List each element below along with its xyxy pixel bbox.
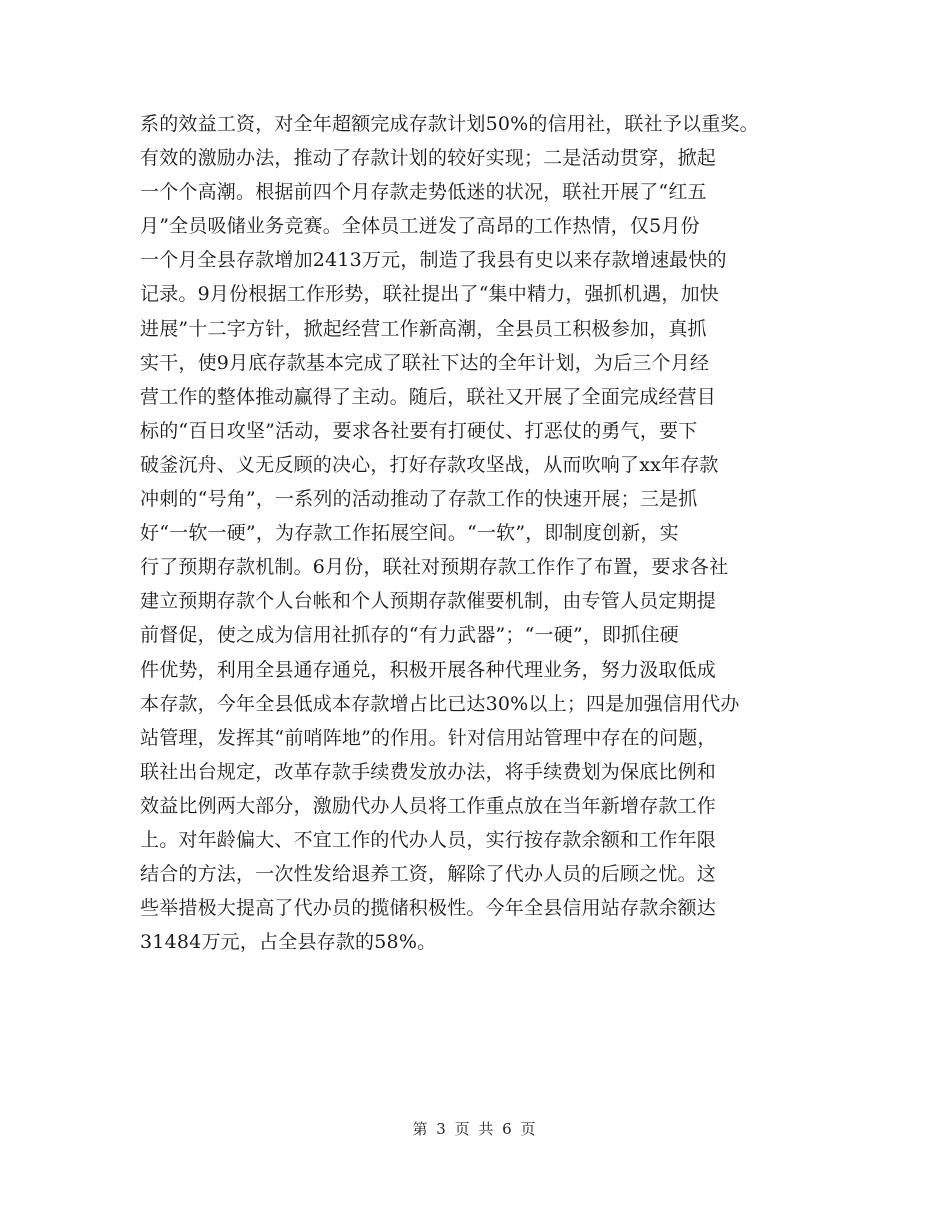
text-line: 进展”十二字方针，掀起经营工作新高潮，全县员工积极参加，真抓 xyxy=(140,317,707,340)
text-line: 一个个高潮。根据前四个月存款走势低迷的状况，联社开展了“红五 xyxy=(140,181,707,204)
text-line: 件优势，利用全县通存通兑，积极开展各种代理业务，努力汲取低成 xyxy=(140,658,717,681)
page-number-footer: 第 3 页 共 6 页 xyxy=(412,1120,538,1138)
text-line: 建立预期存款个人台帐和个人预期存款催要机制，由专管人员定期提 xyxy=(140,590,717,613)
text-line: 标的“百日攻坚”活动，要求各社要有打硬仗、打恶仗的勇气，要下 xyxy=(140,419,698,442)
text-line: 前督促，使之成为信用社抓存的“有力武器”；“一硬”，即抓住硬 xyxy=(140,624,679,647)
text-line: 本存款，今年全县低成本存款增占比已达30%以上；四是加强信用代办 xyxy=(140,692,740,715)
text-line: 营工作的整体推动赢得了主动。随后，联社又开展了全面完成经营目 xyxy=(140,385,717,408)
text-line: 些举措极大提高了代办员的揽储积极性。今年全县信用站存款余额达 xyxy=(140,897,717,920)
text-line: 行了预期存款机制。6月份，联社对预期存款工作作了布置，要求各社 xyxy=(140,556,729,579)
text-line: 记录。9月份根据工作形势，联社提出了“集中精力，强抓机遇，加快 xyxy=(140,283,720,306)
text-line: 一个月全县存款增加2413万元，制造了我县有史以来存款增速最快的 xyxy=(140,249,727,272)
text-line: 好“一软一硬”，为存款工作拓展空间。“一软”，即制度创新，实 xyxy=(140,522,679,545)
text-line: 效益比例两大部分，激励代办人员将工作重点放在当年新增存款工作 xyxy=(140,794,717,817)
text-line: 有效的激励办法，推动了存款计划的较好实现；二是活动贯穿，掀起 xyxy=(140,147,717,170)
text-line: 冲刺的“号角”，一系列的活动推动了存款工作的快速开展；三是抓 xyxy=(140,488,698,511)
text-line: 月”全员吸储业务竞赛。全体员工迸发了高昂的工作热情，仅5月份 xyxy=(140,215,700,238)
text-line: 31484万元，占全县存款的58%。 xyxy=(140,931,437,954)
text-line: 结合的方法，一次性发给退养工资，解除了代办人员的后顾之忧。这 xyxy=(140,863,717,886)
text-line: 破釜沉舟、义无反顾的决心，打好存款攻坚战，从而吹响了xx年存款 xyxy=(140,453,719,476)
text-line: 系的效益工资，对全年超额完成存款计划50%的信用社，联社予以重奖。 xyxy=(140,113,759,135)
text-line: 上。对年龄偏大、不宜工作的代办人员，实行按存款余额和工作年限 xyxy=(140,828,717,851)
text-line: 联社出台规定，改革存款手续费发放办法，将手续费划为保底比例和 xyxy=(140,760,717,783)
body-text xyxy=(140,107,840,959)
text-line: 站管理，发挥其“前哨阵地”的作用。针对信用站管理中存在的问题， xyxy=(140,726,717,749)
text-line: 实干，使9月底存款基本完成了联社下达的全年计划，为后三个月经 xyxy=(140,351,710,374)
